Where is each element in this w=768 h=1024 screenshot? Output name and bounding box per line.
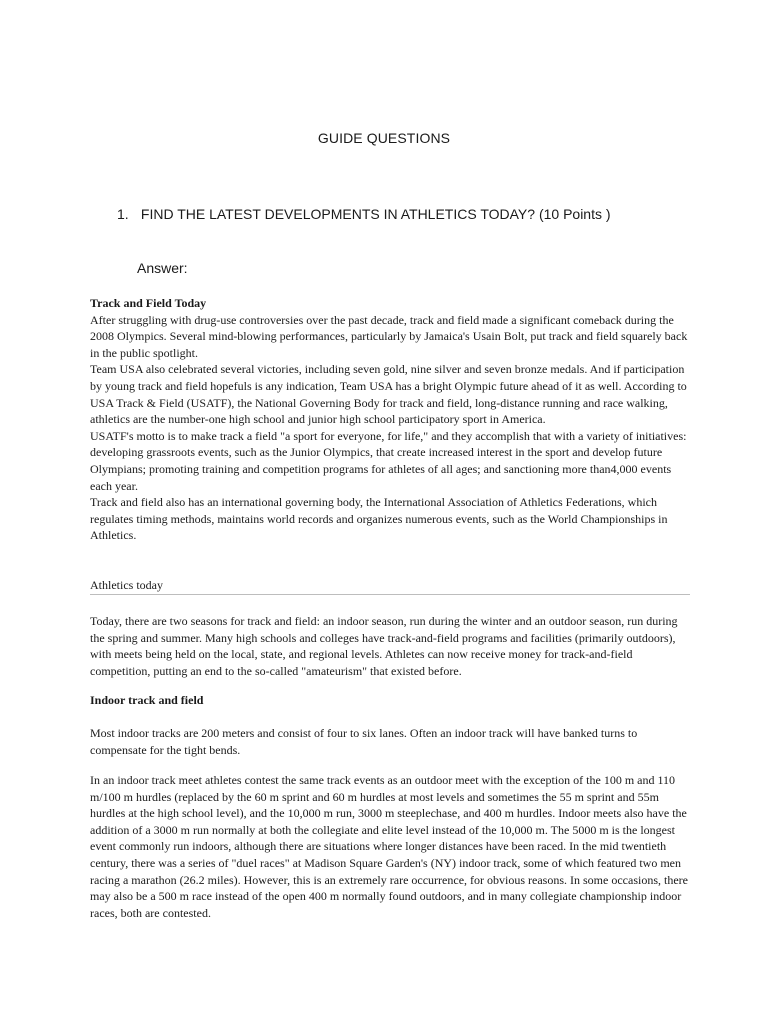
paragraph: Team USA also celebrated several victories, including seven gold, nine silver and seven bronze medals. And if participation by young track and field hopefuls is any indication, Team USA has a bright Olympic future ahead of it as well. According to USA Track & Field (USATF), the National Governing Body for track and field, long-distance running and race walking, athletics are the number-one high school and junior high school participatory sport in America. <box>90 362 687 427</box>
paragraph: After struggling with drug-use controversies over the past decade, track and field made a significant comeback during the 2008 Olympics. Several mind-blowing performances, particularly by Jamaica's Usain Bolt, put track and field squarely back in the public spotlight. <box>90 312 688 360</box>
section-heading: Athletics today <box>90 578 163 592</box>
section-track-field-today <box>90 295 690 544</box>
paragraph: Most indoor tracks are 200 meters and consist of four to six lanes. Often an indoor track will have banked turns to compensate for the tight bends. <box>90 726 638 757</box>
section-indoor-p1 <box>90 725 690 758</box>
answer-label: Answer: <box>137 260 188 276</box>
section-heading: Track and Field Today <box>90 296 207 310</box>
page-title: GUIDE QUESTIONS <box>317 130 451 146</box>
question-item <box>117 205 737 223</box>
paragraph: Track and field also has an international governing body, the International Association of Athletics Federations, which regulates timing methods, maintains world records and organizes numerous events, such as the World Championships in Athletics. <box>90 495 668 543</box>
section-athletics-today <box>90 613 690 679</box>
section-divider <box>90 594 690 595</box>
section-heading: Indoor track and field <box>90 693 204 707</box>
paragraph: USATF's motto is to make track a field "a sport for everyone, for life," and they accomplish that with a variety of initiatives: developing grassroots events, such as the Junior Olympics, that create increased interest in the sport and develop future Olympians; promoting training and competition programs for athletes of all ages; and sanctioning more than4,000 events each year. <box>90 428 687 493</box>
paragraph: Today, there are two seasons for track and field: an indoor season, run during the winter and an outdoor season, run during the spring and summer. Many high schools and colleges have track-and-field programs and facilities (primarily outdoors), with meets being held on the local, state, and regional levels. Athletes can now receive money for track-and-field competition, putting an end to the so-called "amateurism" that existed before. <box>90 614 678 678</box>
question-number: 1. <box>117 206 129 222</box>
section-indoor-heading <box>90 692 690 709</box>
question-text: FIND THE LATEST DEVELOPMENTS IN ATHLETICS TODAY? (10 Points ) <box>140 206 611 222</box>
paragraph: In an indoor track meet athletes contest the same track events as an outdoor meet with the exception of the 100 m and 110 m/100 m hurdles (replaced by the 60 m sprint and 60 m hurdles at most levels and sometimes the 55 m sprint and 55m hurdles at the high school level), and the 10,000 m run, 3000 m steeplechase, and 400 m hurdles. Indoor meets also have the addition of a 3000 m run normally at both the collegiate and elite level instead of the 10,000 m. The 5000 m is the longest event commonly run indoors, although there are situations where longer distances have been raced. In the mid twentieth century, there was a series of "duel races" at Madison Square Garden's (NY) indoor track, some of which featured two men racing a marathon (26.2 miles). However, this is an extremely rare occurrence, for obvious reasons. In some occasions, there may also be a 500 m race instead of the open 400 m normally found outdoors, and in many collegiate championship indoor races, both are contested. <box>90 773 688 920</box>
section-indoor-p2 <box>90 772 690 921</box>
section-athletics-today-heading <box>90 577 690 594</box>
